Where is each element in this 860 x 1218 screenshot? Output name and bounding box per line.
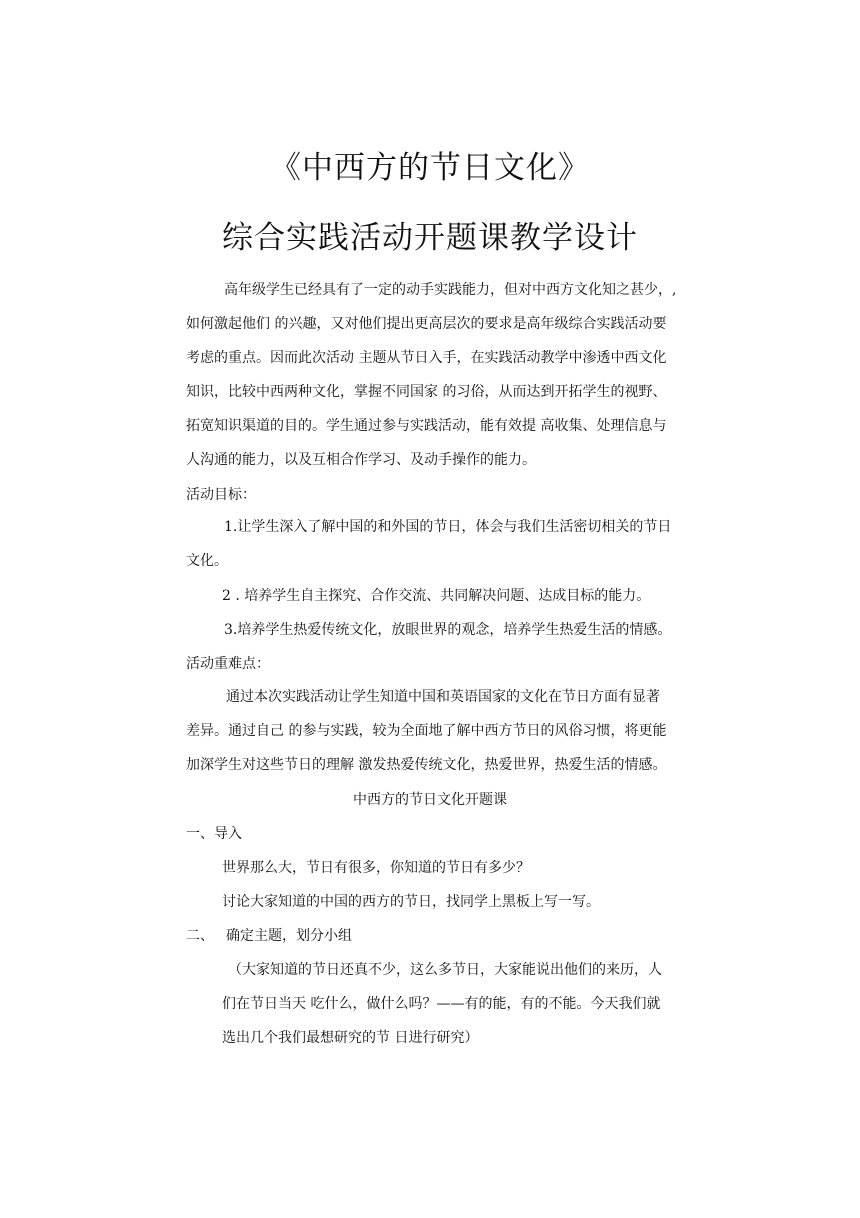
section-number: 二、 — [186, 928, 214, 944]
intro-line: 如何激起他们 的兴趣，又对他们提出更高层次的要求是高年级综合实践活动要 — [186, 316, 667, 332]
document-subtitle: 综合实践活动开题课教学设计 — [222, 220, 638, 256]
section-line: 选出几个我们最想研究的节 日进行研究） — [222, 1030, 479, 1046]
intro-line: 拓宽知识渠道的目的。学生通过参与实践活动，能有效提 高收集、处理信息与 — [186, 418, 667, 434]
section-line: 讨论大家知道的中国的西方的节日，找同学上黑板上写一写。 — [222, 894, 600, 910]
section-line: 世界那么大，节日有很多，你知道的节日有多少？ — [222, 860, 530, 876]
document-title: 《中西方的节日文化》 — [270, 150, 590, 186]
goal-item: 3.培养学生热爱传统文化，放眼世界的观念，培养学生热爱生活的情感。 — [224, 622, 672, 638]
lesson-title: 中西方的节日文化开题课 — [353, 792, 507, 808]
difficulty-line: 差异。通过自己 的参与实践，较为全面地了解中西方节日的风俗习惯，将更能 — [186, 723, 667, 739]
section-heading: 一、导入 — [186, 826, 242, 842]
difficulty-line: 通过本次实践活动让学生知道中国和英语国家的文化在节日方面有显著 — [226, 689, 660, 705]
goal-item: 1.让学生深入了解中国的和外国的节日，体会与我们生活密切相关的节日 — [224, 519, 672, 535]
intro-line: 人沟通的能力，以及互相合作学习、及动手操作的能力。 — [186, 452, 536, 468]
section-heading: 确定主题，划分小组 — [226, 928, 352, 944]
goal-item: 文化。 — [186, 553, 228, 569]
section-line: （大家知道的节日还真不少，这么多节日，大家能说出他们的来历，人 — [228, 962, 662, 978]
intro-line: 考虑的重点。因而此次活动 主题从节日入手，在实践活动教学中渗透中西文化 — [186, 350, 667, 366]
section-line: 们在节日当天 吃什么，做什么吗？——有的能，有的不能。今天我们就 — [222, 996, 661, 1012]
intro-line: 知识，比较中西两种文化，掌握不同国家 的习俗，从而达到开拓学生的视野、 — [186, 384, 667, 400]
difficulty-line: 加深学生对这些节日的理解 激发热爱传统文化，热爱世界，热爱生活的情感。 — [186, 757, 667, 773]
intro-line: 高年级学生已经具有了一定的动手实践能力，但对中西方文化知之甚少，, — [224, 282, 677, 298]
goals-heading: 活动目标： — [186, 487, 256, 503]
difficulty-heading: 活动重难点： — [186, 656, 270, 672]
goal-item: 2 . 培养学生自主探究、合作交流、共同解决问题、达成目标的能力。 — [222, 588, 651, 604]
